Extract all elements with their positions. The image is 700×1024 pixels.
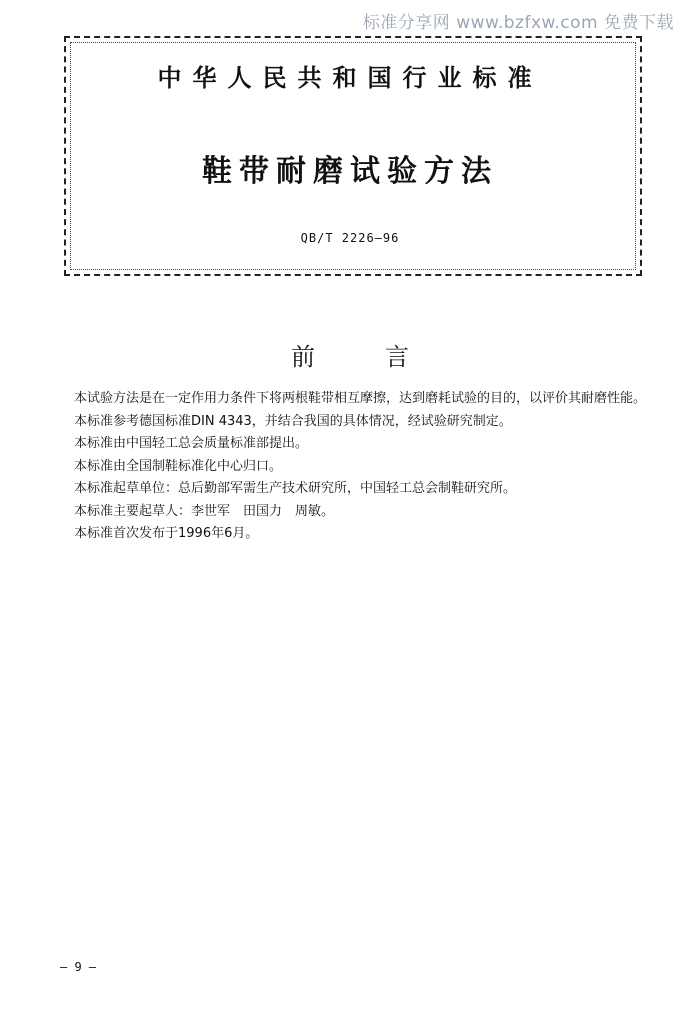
preface-paragraph: 本标准起草单位：总后勤部军需生产技术研究所，中国轻工总会制鞋研究所。 (74, 481, 517, 496)
preface-paragraph: 本试验方法是在一定作用力条件下将两根鞋带相互摩擦，达到磨耗试验的目的，以评价其耐磨性能。 (74, 391, 647, 406)
preface-heading: 前言 (291, 343, 479, 371)
preface-paragraph: 本标准参考德国标准DIN 4343，并结合我国的具体情况，经试验研究制定。 (74, 413, 512, 429)
document-title: 鞋带耐磨试验方法 (202, 154, 498, 189)
standard-code: QB/T 2226—96 (300, 231, 400, 245)
preface-paragraph: 本标准由全国制鞋标准化中心归口。 (74, 458, 283, 474)
preface-paragraph: 本标准主要起草人：李世军 田国力 周敏。 (74, 503, 335, 519)
preface-paragraph: 本标准首次发布于1996年6月。 (74, 526, 259, 541)
page-number: — 9 — (60, 960, 97, 974)
preface-paragraph: 本标准由中国轻工总会质量标准部提出。 (74, 436, 309, 451)
watermark-text: 标准分享网 www.bzfxw.com 免费下载 (362, 13, 674, 33)
preface-body (48, 388, 668, 546)
standard-type-title: 中华人民共和国行业标准 (157, 64, 543, 92)
